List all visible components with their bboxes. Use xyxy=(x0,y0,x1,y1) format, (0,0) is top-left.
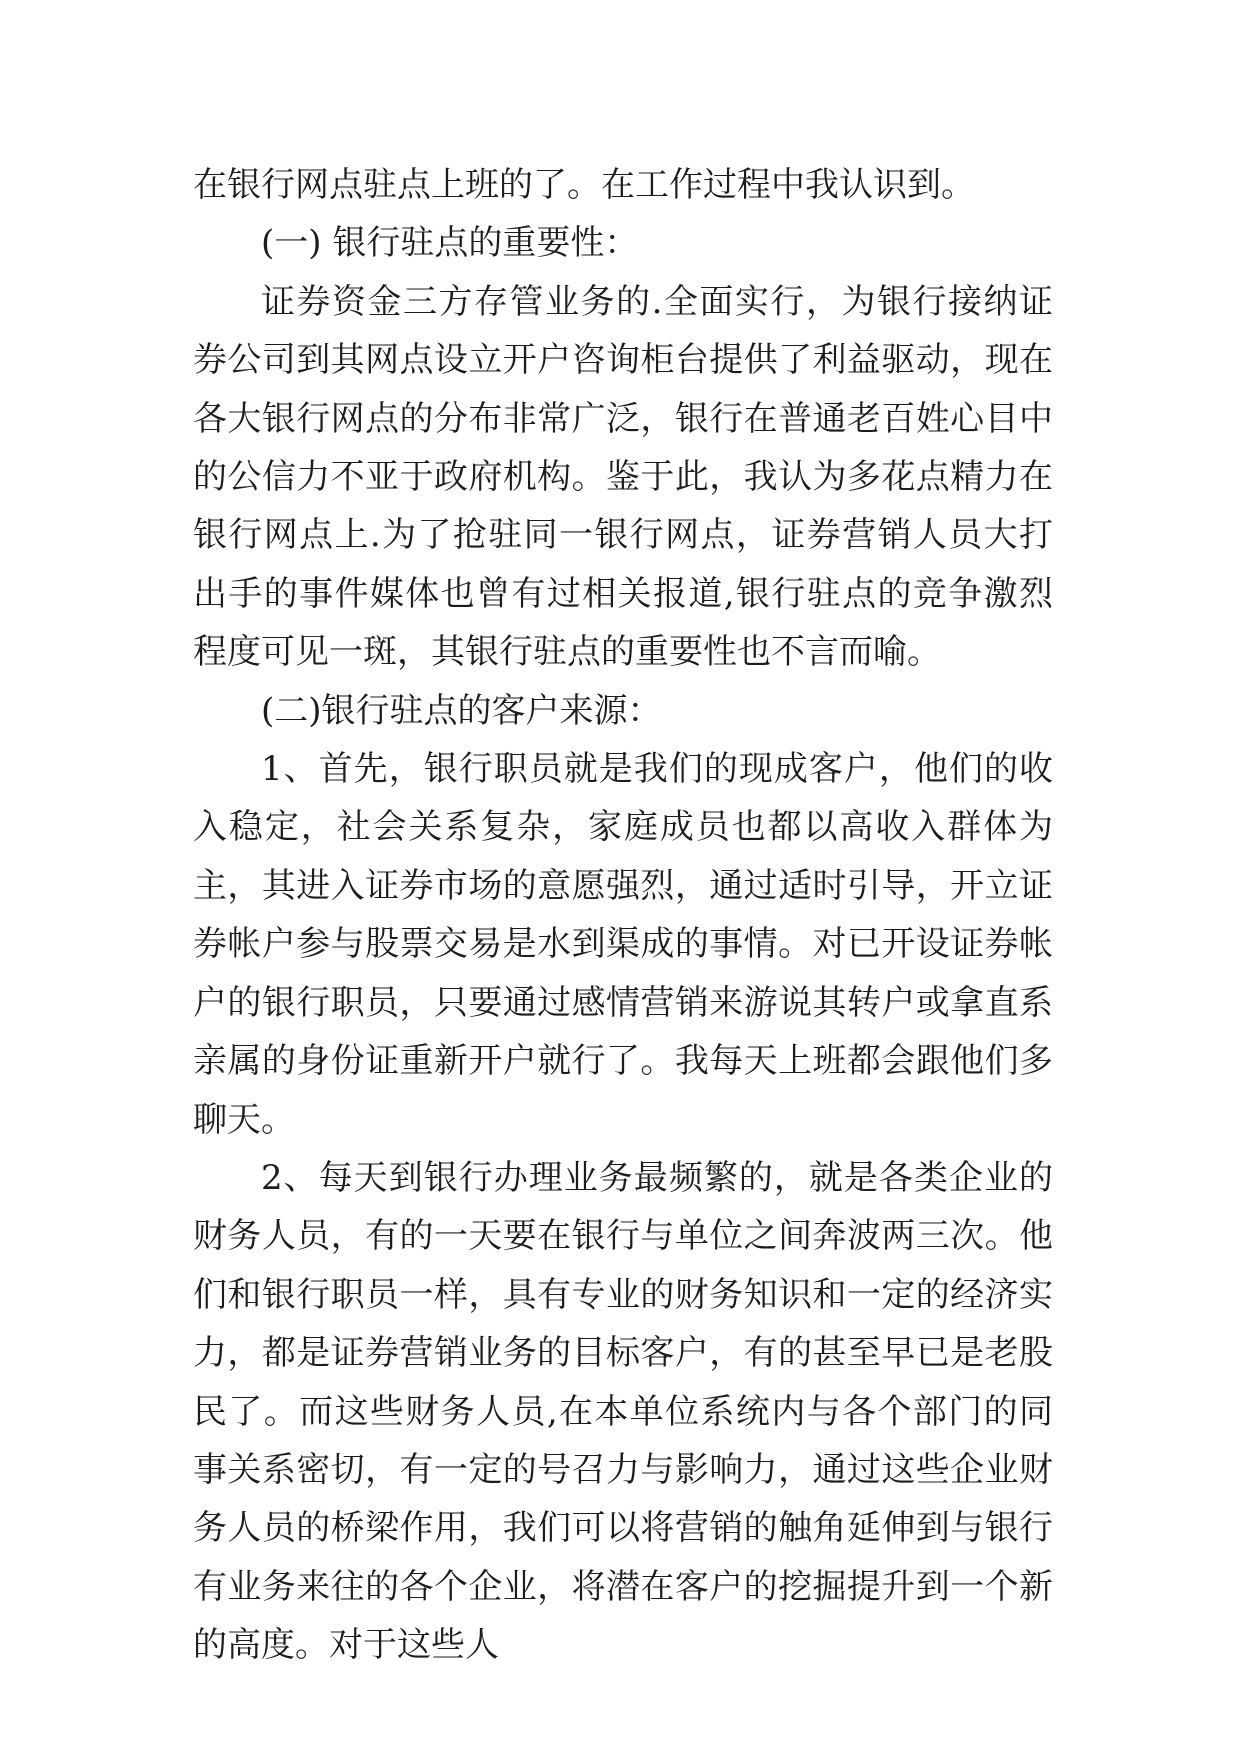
section-heading-importance: (一) 银行驻点的重要性： xyxy=(261,223,639,264)
paragraph-importance: 证券资金三方存管业务的.全面实行，为银行接纳证券公司到其网点设立开户咨询柜台提供了利益驱动，现在各大银行网点的分布非常广泛，银行在普通老百姓心目中的公信力不亚于政府机构。鉴于此，我认为多花点精力在银行网点上.为了抢驻同一银行网点，证券营销人员大打出手的事件媒体也曾有过相关报道,银行驻点的竞争激烈程度可见一斑，其银行驻点的重要性也不言而喻。 xyxy=(193,281,1053,673)
section-heading-client-sources: (二)银行驻点的客户来源： xyxy=(261,690,662,731)
paragraph-source-1: 1、首先，银行职员就是我们的现成客户，他们的收入稳定，社会关系复杂，家庭成员也都以高收入群体为主，其进入证券市场的意愿强烈，通过适时引导，开立证券帐户参与股票交易是水到渠成的事情。对已开设证券帐户的银行职员，只要通过感情营销来游说其转户或拿直系亲属的身份证重新开户就行了。我每天上班都会跟他们多聊天。 xyxy=(193,749,1053,1140)
paragraph-source-2: 2、每天到银行办理业务最频繁的，就是各类企业的财务人员，有的一天要在银行与单位之间奔波两三次。他们和银行职员一样，具有专业的财务知识和一定的经济实力，都是证券营销业务的目标客户，有的甚至早已是老股民了。而这些财务人员,在本单位系统内与各个部门的同事关系密切，有一定的号召力与影响力，通过这些企业财务人员的桥梁作用，我们可以将营销的触角延伸到与银行有业务来往的各个企业，将潜在客户的挖掘提升到一个新的高度。对于这些人 xyxy=(193,1157,1053,1666)
paragraph-intro: 在银行网点驻点上班的了。在工作过程中我认识到。 xyxy=(193,165,975,205)
document-body xyxy=(193,156,1053,1675)
